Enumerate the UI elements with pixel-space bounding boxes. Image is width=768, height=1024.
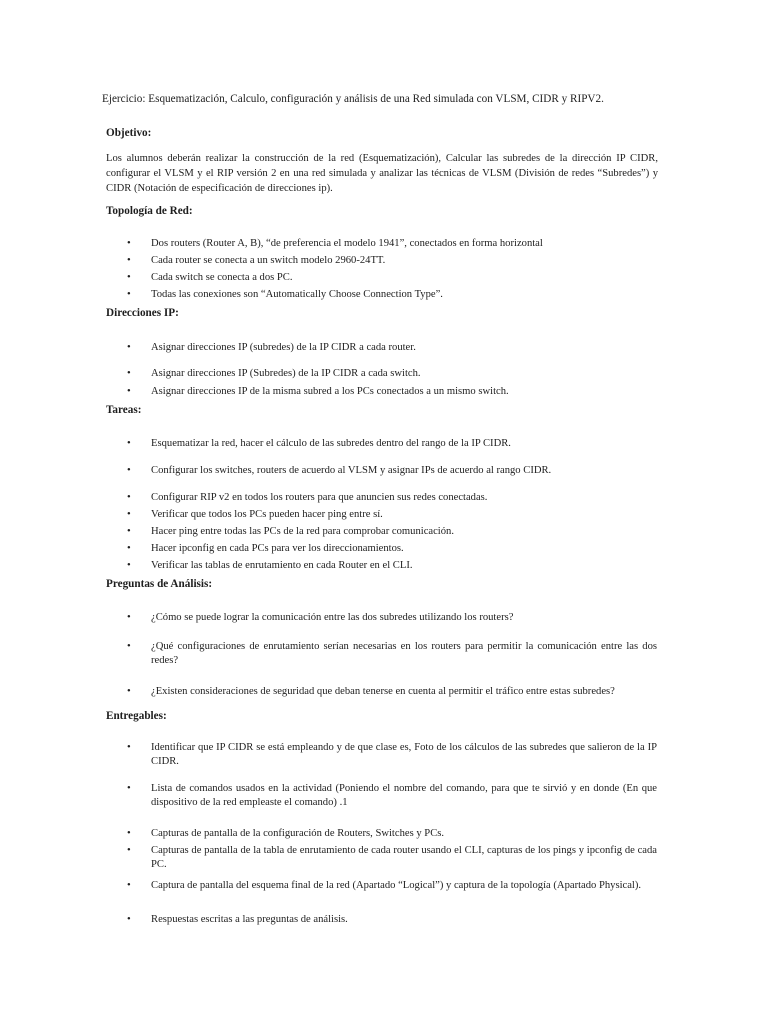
bullet-icon: • [127,880,131,891]
bullet-icon: • [127,526,131,537]
heading-entregables: Entregables: [106,710,167,722]
bullet-icon: • [127,465,131,476]
heading-direcciones-ip: Direcciones IP: [106,307,179,319]
bullet-icon: • [127,289,131,300]
bullet-icon: • [127,492,131,503]
bullet-icon: • [127,238,131,249]
bullet-icon: • [127,560,131,571]
bullet-icon: • [127,272,131,283]
bullet-icon: • [127,368,131,379]
bullet-icon: • [127,386,131,397]
bullet-icon: • [127,509,131,520]
heading-objetivo: Objetivo: [106,127,152,139]
bullet-icon: • [127,641,131,652]
heading-preguntas-analisis: Preguntas de Análisis: [106,578,213,590]
bullet-icon: • [127,742,131,753]
bullet-icon: • [127,612,131,623]
bullet-icon: • [127,438,131,449]
paragraph-objetivo: Los alumnos deberán realizar la construcción de la red (Esquematización), Calcular las subredes de la dirección IP CIDR, configurar el VLSM y el RIP versión 2 en una red simulada y analizar las técnicas de VLSM (División de redes “Subredes”) y CIDR (Notación de especificación de direcciones ip). [106,153,658,194]
bullet-icon: • [127,914,131,925]
heading-tareas: Tareas: [106,404,142,416]
bullet-icon: • [127,543,131,554]
bullet-icon: • [127,783,131,794]
bullet-icon: • [127,845,131,856]
bullet-icon: • [127,255,131,266]
document-title: Ejercicio: Esquematización, Calculo, configuración y análisis de una Red simulada con VLSM, CIDR y RIPV2. [102,93,604,105]
heading-topologia: Topología de Red: [106,205,193,217]
bullet-icon: • [127,342,131,353]
bullet-icon: • [127,828,131,839]
bullet-icon: • [127,686,131,697]
